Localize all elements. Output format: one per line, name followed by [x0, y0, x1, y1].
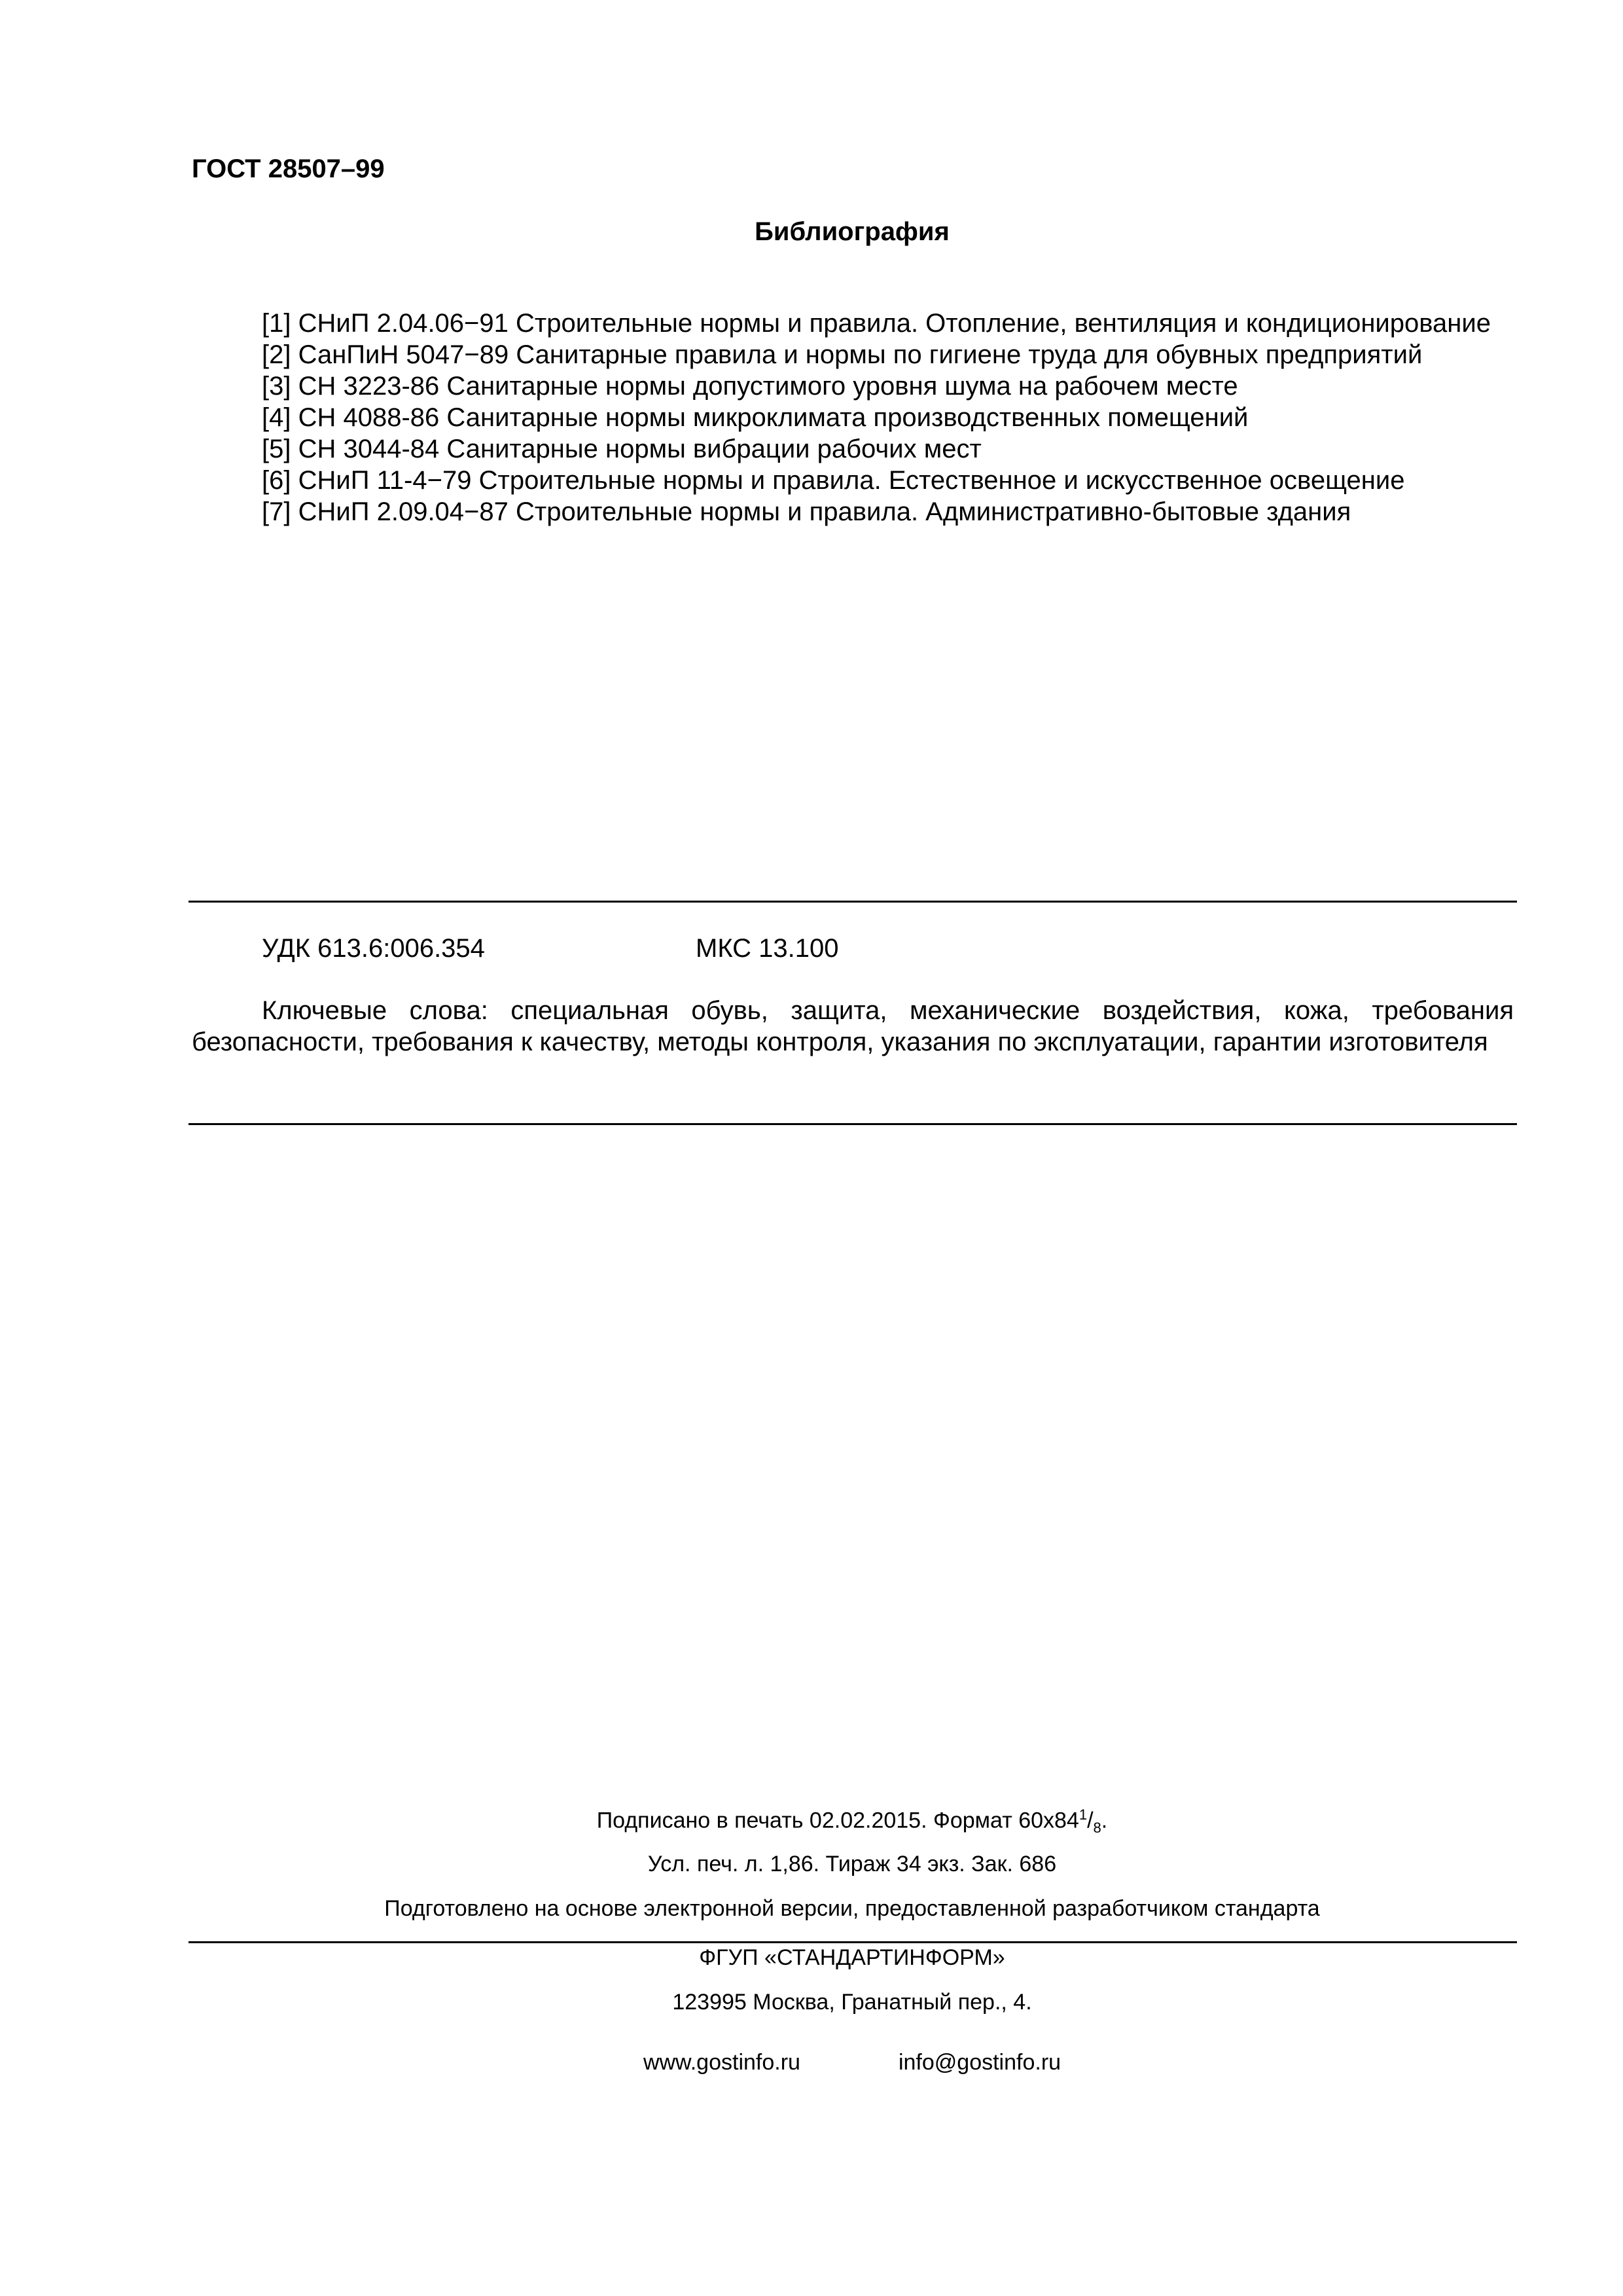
- email-link[interactable]: info@gostinfo.ru: [898, 2050, 1061, 2075]
- bibliography-item-3: [192, 370, 1514, 402]
- bibliography-item-1: [192, 308, 1514, 339]
- publisher-name: ФГУП «СТАНДАРТИНФОРМ»: [699, 1945, 1005, 1970]
- bibliography-item-4: [192, 402, 1514, 433]
- bibliography-ref: [5]: [262, 435, 291, 463]
- website-link[interactable]: www.gostinfo.ru: [643, 2050, 800, 2075]
- bibliography-item-5: [192, 433, 1514, 465]
- bibliography-ref: [2]: [262, 340, 291, 369]
- bibliography-ref: [4]: [262, 403, 291, 432]
- bibliography-title: Библиография: [755, 217, 950, 246]
- bibliography-ref: [3]: [262, 372, 291, 401]
- bibliography-text: СНиП 2.04.06−91 Строительные нормы и правила. Отопление, вентиляция и кондиционирование: [298, 309, 1491, 338]
- keywords-paragraph: Ключевые слова: специальная обувь, защита, механические воздействия, кожа, требования безопасности, требования к качеству, методы контроля, указания по эксплуатации, гарантии изготовителя: [192, 996, 1514, 1056]
- section-divider-bottom: [188, 1123, 1517, 1125]
- bibliography-item-6: [192, 465, 1514, 496]
- format-subscript: 8: [1093, 1820, 1101, 1837]
- print-info-line: Усл. печ. л. 1,86. Тираж 34 экз. Зак. 686: [647, 1852, 1057, 1876]
- format-superscript: 1: [1079, 1806, 1088, 1823]
- contact-line: [0, 2050, 1623, 2075]
- imprint-divider: [188, 1941, 1517, 1943]
- prepared-note: Подготовлено на основе электронной версии, предоставленной разработчиком стандарта: [384, 1896, 1320, 1921]
- bibliography-text: СН 4088-86 Санитарные нормы микроклимата производственных помещений: [298, 403, 1249, 432]
- bibliography-ref: [1]: [262, 309, 291, 338]
- bibliography-ref: [7]: [262, 497, 291, 526]
- publisher-address: 123995 Москва, Гранатный пер., 4.: [672, 1990, 1032, 2015]
- format-end: .: [1101, 1808, 1108, 1833]
- bibliography-text: СН 3223-86 Санитарные нормы допустимого уровня шума на рабочем месте: [298, 372, 1238, 401]
- mks-code: МКС 13.100: [696, 934, 839, 963]
- bibliography-text: СанПиН 5047−89 Санитарные правила и нормы по гигиене труда для обувных предприятий: [298, 340, 1423, 369]
- signed-to-print-line: [0, 1806, 1623, 1837]
- document-code: ГОСТ 28507–99: [192, 154, 385, 183]
- format-separator: /: [1087, 1808, 1094, 1833]
- section-divider-top: [188, 901, 1517, 903]
- bibliography-ref: [6]: [262, 466, 291, 495]
- bibliography-text: СНиП 11-4−79 Строительные нормы и правила. Естественное и искусственное освещение: [298, 466, 1405, 495]
- bibliography-item-7: [192, 496, 1514, 528]
- bibliography-text: СН 3044-84 Санитарные нормы вибрации рабочих мест: [298, 435, 982, 463]
- bibliography-item-2: [192, 339, 1514, 370]
- bibliography-text: СНиП 2.09.04−87 Строительные нормы и правила. Административно-бытовые здания: [298, 497, 1351, 526]
- signed-text: Подписано в печать 02.02.2015. Формат 60х84: [596, 1808, 1079, 1833]
- udk-code: УДК 613.6:006.354: [262, 934, 485, 963]
- bibliography-list: [192, 308, 1514, 528]
